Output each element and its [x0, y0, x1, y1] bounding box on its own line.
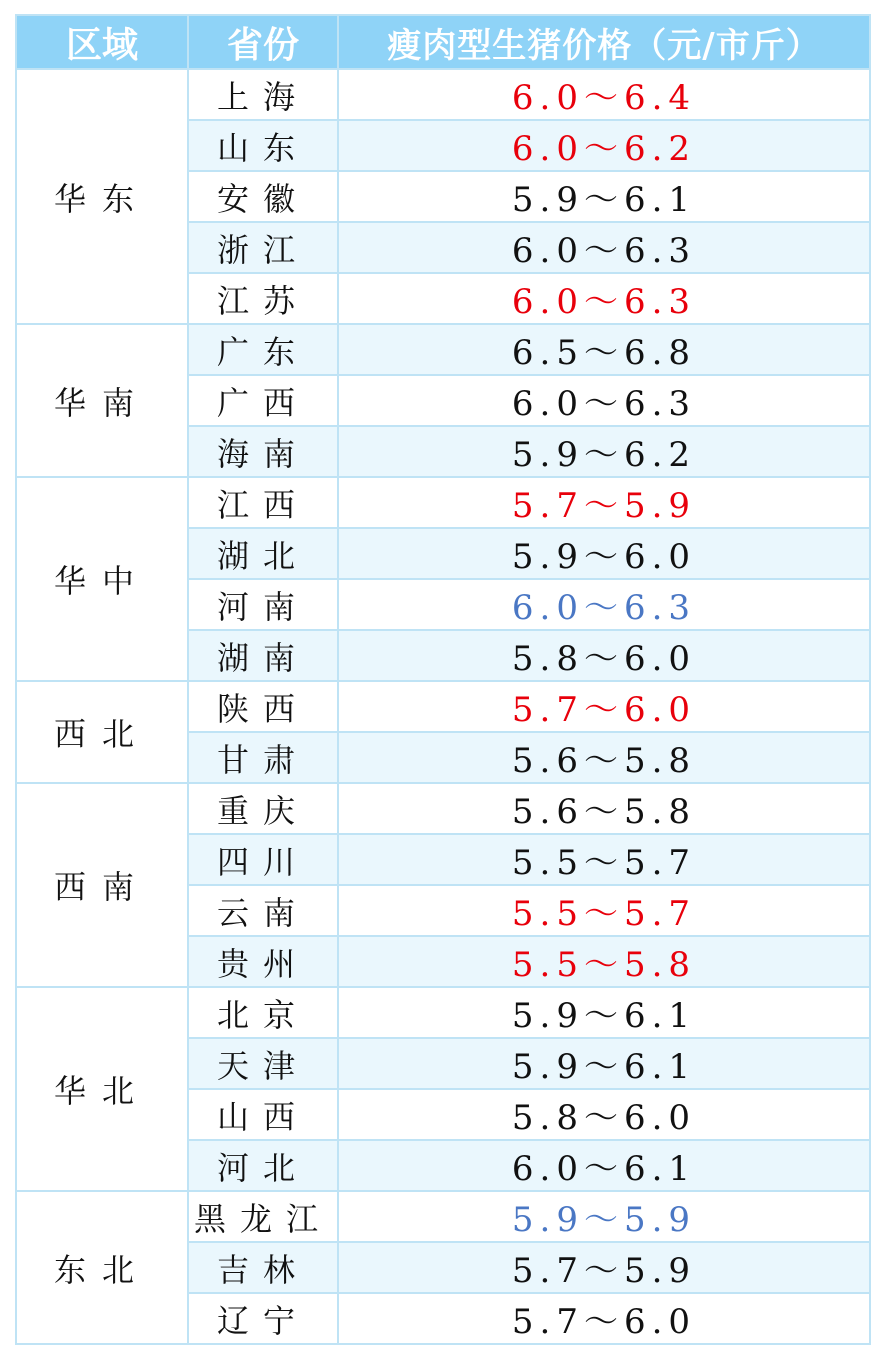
price-cell: 5.8～6.0 — [338, 1089, 870, 1140]
table-header — [16, 15, 870, 69]
price-cell: 5.7～6.0 — [338, 681, 870, 732]
province-cell: 黑龙江 — [188, 1191, 338, 1242]
province-cell: 河南 — [188, 579, 338, 630]
price-cell: 5.5～5.7 — [338, 885, 870, 936]
region-cell: 西南 — [16, 783, 188, 987]
province-cell: 湖北 — [188, 528, 338, 579]
province-cell: 河北 — [188, 1140, 338, 1191]
region-cell: 华中 — [16, 477, 188, 681]
price-cell: 5.5～5.7 — [338, 834, 870, 885]
price-cell: 6.0～6.4 — [338, 69, 870, 120]
province-cell: 辽宁 — [188, 1293, 338, 1344]
table-body — [16, 69, 870, 1344]
price-cell: 5.9～6.1 — [338, 1038, 870, 1089]
price-cell: 6.0～6.3 — [338, 579, 870, 630]
province-cell: 陕西 — [188, 681, 338, 732]
price-cell: 5.6～5.8 — [338, 783, 870, 834]
price-cell: 5.9～6.2 — [338, 426, 870, 477]
price-cell: 5.7～5.9 — [338, 1242, 870, 1293]
price-cell: 6.0～6.3 — [338, 273, 870, 324]
province-cell: 甘肃 — [188, 732, 338, 783]
province-cell: 吉林 — [188, 1242, 338, 1293]
province-cell: 天津 — [188, 1038, 338, 1089]
province-cell: 云南 — [188, 885, 338, 936]
header-row — [16, 15, 870, 69]
table-row — [16, 1191, 870, 1242]
header-price: 瘦肉型生猪价格（元/市斤） — [338, 15, 870, 69]
price-cell: 5.8～6.0 — [338, 630, 870, 681]
table-row — [16, 783, 870, 834]
province-cell: 重庆 — [188, 783, 338, 834]
price-cell: 5.7～5.9 — [338, 477, 870, 528]
province-cell: 浙江 — [188, 222, 338, 273]
province-cell: 江西 — [188, 477, 338, 528]
province-cell: 山东 — [188, 120, 338, 171]
price-cell: 5.5～5.8 — [338, 936, 870, 987]
province-cell: 广东 — [188, 324, 338, 375]
price-cell: 5.6～5.8 — [338, 732, 870, 783]
pig-price-table — [15, 14, 871, 1345]
province-cell: 贵州 — [188, 936, 338, 987]
table-row — [16, 681, 870, 732]
table-row — [16, 324, 870, 375]
region-cell: 华东 — [16, 69, 188, 324]
table-row — [16, 69, 870, 120]
region-cell: 西北 — [16, 681, 188, 783]
province-cell: 江苏 — [188, 273, 338, 324]
price-cell: 6.0～6.2 — [338, 120, 870, 171]
province-cell: 上海 — [188, 69, 338, 120]
price-cell: 5.9～6.1 — [338, 987, 870, 1038]
region-cell: 华南 — [16, 324, 188, 477]
province-cell: 海南 — [188, 426, 338, 477]
price-cell: 6.0～6.1 — [338, 1140, 870, 1191]
header-region: 区域 — [16, 15, 188, 69]
price-cell: 5.9～6.0 — [338, 528, 870, 579]
province-cell: 广西 — [188, 375, 338, 426]
table-row — [16, 987, 870, 1038]
price-cell: 5.9～5.9 — [338, 1191, 870, 1242]
province-cell: 安徽 — [188, 171, 338, 222]
region-cell: 华北 — [16, 987, 188, 1191]
price-cell: 6.0～6.3 — [338, 375, 870, 426]
province-cell: 山西 — [188, 1089, 338, 1140]
province-cell: 四川 — [188, 834, 338, 885]
price-cell: 5.7～6.0 — [338, 1293, 870, 1344]
region-cell: 东北 — [16, 1191, 188, 1344]
table-row — [16, 477, 870, 528]
price-cell: 5.9～6.1 — [338, 171, 870, 222]
province-cell: 湖南 — [188, 630, 338, 681]
header-province: 省份 — [188, 15, 338, 69]
price-cell: 6.0～6.3 — [338, 222, 870, 273]
price-cell: 6.5～6.8 — [338, 324, 870, 375]
province-cell: 北京 — [188, 987, 338, 1038]
